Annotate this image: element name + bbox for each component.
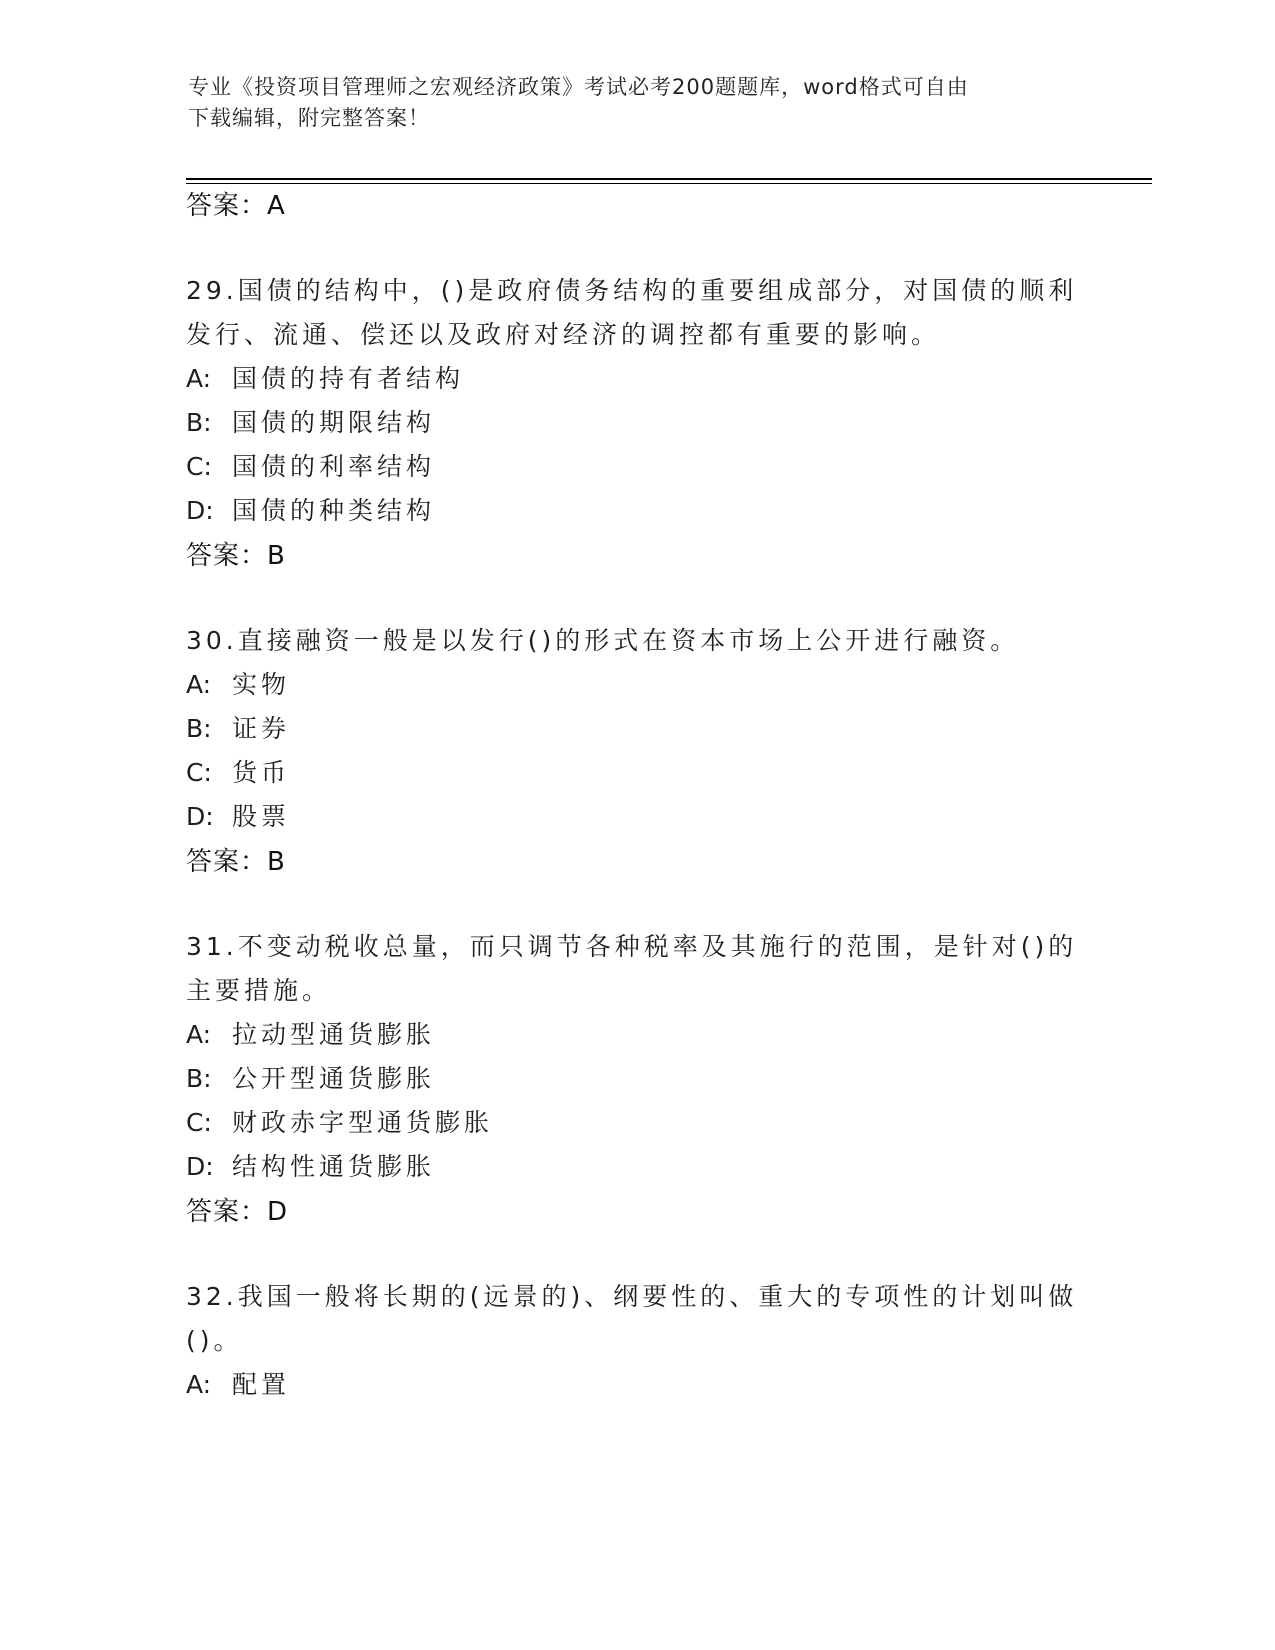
option-prefix: D: bbox=[186, 802, 214, 831]
option-prefix: C: bbox=[186, 452, 212, 481]
option-item bbox=[186, 665, 290, 701]
option-text: 国债的持有者结构 bbox=[232, 364, 465, 393]
option-prefix: C: bbox=[186, 1108, 212, 1137]
option-text: 公开型通货膨胀 bbox=[232, 1064, 436, 1093]
answer-label: 答案：B bbox=[186, 541, 286, 571]
option-item bbox=[186, 491, 435, 527]
option-item bbox=[186, 403, 435, 439]
option-prefix: B: bbox=[186, 714, 212, 743]
option-text: 国债的种类结构 bbox=[232, 496, 436, 525]
question-stem-line: 31.不变动税收总量，而只调节各种税率及其施行的范围，是针对()的 bbox=[186, 932, 1078, 961]
option-item bbox=[186, 1059, 435, 1095]
option-item bbox=[186, 753, 290, 789]
option-text: 货币 bbox=[232, 758, 291, 787]
option-prefix: A: bbox=[186, 1370, 212, 1399]
answer-label: 答案：A bbox=[186, 191, 286, 221]
option-text: 国债的利率结构 bbox=[232, 452, 436, 481]
option-item bbox=[186, 447, 435, 483]
option-text: 财政赤字型通货膨胀 bbox=[232, 1108, 494, 1137]
header-divider-thin bbox=[186, 183, 1152, 184]
option-item bbox=[186, 1103, 493, 1139]
option-item bbox=[186, 1365, 290, 1401]
answer-label: 答案：B bbox=[186, 847, 286, 877]
document-header bbox=[188, 72, 1088, 134]
option-item bbox=[186, 359, 464, 395]
question-stem-line: 32.我国一般将长期的(远景的)、纲要性的、重大的专项性的计划叫做 bbox=[186, 1282, 1078, 1311]
option-item bbox=[186, 797, 290, 833]
option-prefix: B: bbox=[186, 1064, 212, 1093]
option-text: 拉动型通货膨胀 bbox=[232, 1020, 436, 1049]
option-prefix: B: bbox=[186, 408, 212, 437]
question-stem-line: 主要措施。 bbox=[186, 976, 332, 1005]
option-text: 配置 bbox=[232, 1370, 291, 1399]
option-prefix: A: bbox=[186, 364, 212, 393]
option-text: 实物 bbox=[232, 670, 291, 699]
option-item bbox=[186, 1147, 435, 1183]
option-prefix: D: bbox=[186, 1152, 214, 1181]
question-stem-line: 29.国债的结构中，()是政府债务结构的重要组成部分，对国债的顺利 bbox=[186, 276, 1078, 305]
option-prefix: C: bbox=[186, 758, 212, 787]
question-stem-line: 30.直接融资一般是以发行()的形式在资本市场上公开进行融资。 bbox=[186, 626, 1020, 655]
question-stem-line: 发行、流通、偿还以及政府对经济的调控都有重要的影响。 bbox=[186, 320, 941, 349]
header-line-1: 专业《投资项目管理师之宏观经济政策》考试必考200题题库，word格式可自由 bbox=[188, 75, 969, 99]
header-line-2: 下载编辑，附完整答案！ bbox=[188, 106, 430, 130]
option-item bbox=[186, 1015, 435, 1051]
answer-label: 答案：D bbox=[186, 1197, 289, 1227]
option-prefix: D: bbox=[186, 496, 214, 525]
option-item bbox=[186, 709, 290, 745]
option-text: 国债的期限结构 bbox=[232, 408, 436, 437]
option-prefix: A: bbox=[186, 670, 212, 699]
option-text: 证券 bbox=[232, 714, 291, 743]
header-divider bbox=[186, 178, 1152, 180]
question-stem-line: ()。 bbox=[186, 1326, 243, 1355]
option-text: 股票 bbox=[232, 802, 291, 831]
option-prefix: A: bbox=[186, 1020, 212, 1049]
option-text: 结构性通货膨胀 bbox=[232, 1152, 436, 1181]
